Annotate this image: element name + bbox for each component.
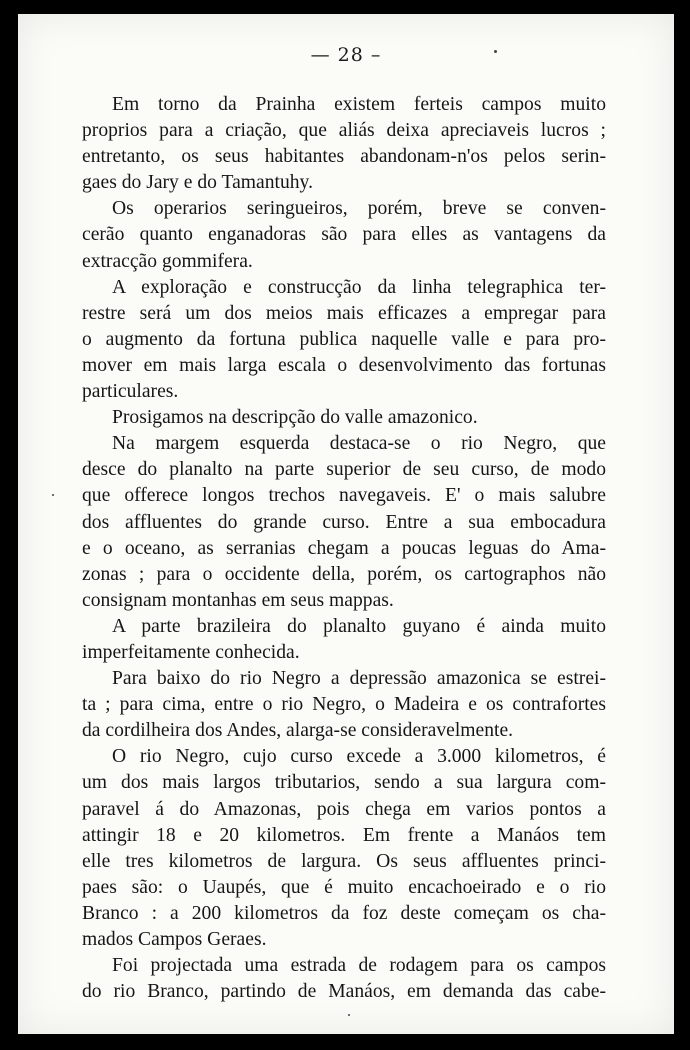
- text-line: imperfeitamente conhecida.: [82, 641, 300, 663]
- text-line: Branco : a 200 kilometros da foz deste começam os cha-: [82, 902, 606, 924]
- text-line: ta ; para cima, entre o rio Negro, o Madeira e os contrafortes: [82, 694, 606, 716]
- text-line: Na margem esquerda destaca-se o rio Negro, que: [112, 433, 606, 455]
- text-line: do rio Branco, partindo de Manáos, em demanda das cabe-: [82, 981, 606, 1003]
- text-line: dos affluentes do grande curso. Entre a sua embocadura: [82, 511, 606, 533]
- text-line: cerão quanto enganadoras são para elles as vantagens da: [82, 224, 606, 246]
- text-line: consignam montanhas em seus mappas.: [82, 589, 394, 611]
- text-line: zonas ; para o occidente della, porém, os cartographos não: [82, 563, 606, 585]
- text-line: Para baixo do rio Negro a depressão amazonica se estrei-: [112, 668, 606, 690]
- text-line: Os operarios seringueiros, porém, breve se conven-: [112, 198, 606, 220]
- text-line: Prosigamos na descripção do valle amazonico.: [112, 407, 478, 429]
- text-line: entretanto, os seus habitantes abandonam-n'os pelos serin-: [82, 146, 606, 168]
- book-page: [18, 14, 674, 1034]
- text-line: A exploração e construcção da linha telegraphica ter-: [112, 276, 606, 298]
- text-line: um dos mais largos tributarios, sendo a sua largura com-: [82, 772, 606, 794]
- text-line: Foi projectada uma estrada de rodagem para os campos: [112, 955, 606, 977]
- page-number: — 28 –: [310, 44, 382, 66]
- text-line: A parte brazileira do planalto guyano é ainda muito: [112, 615, 606, 637]
- text-line: mados Campos Geraes.: [82, 929, 267, 950]
- text-line: da cordilheira dos Andes, alarga-se consideravelmente.: [82, 720, 514, 742]
- ink-speck: [494, 50, 497, 53]
- ink-speck: [348, 1014, 350, 1016]
- text-line: gaes do Jary e do Tamantuhy.: [82, 172, 313, 194]
- text-line: mover em mais larga escala o desenvolvimento das fortunas: [82, 354, 606, 376]
- text-line: que offerece longos trechos navegaveis. E' o mais salubre: [82, 485, 606, 507]
- text-line: desce do planalto na parte superior de seu curso, de modo: [82, 459, 606, 481]
- text-line: paes são: o Uaupés, que é muito encachoeirado e o rio: [82, 876, 606, 898]
- text-line: e o oceano, as serranias chegam a poucas leguas do Ama-: [82, 537, 606, 559]
- text-line: paravel á do Amazonas, pois chega em varios pontos a: [82, 798, 606, 820]
- text-line: particulares.: [82, 381, 179, 403]
- text-line: attingir 18 e 20 kilometros. Em frente a Manáos tem: [82, 824, 606, 846]
- body-text: [82, 92, 606, 1005]
- ink-speck: [52, 494, 54, 496]
- text-line: o augmento da fortuna publica naquelle valle e para pro-: [82, 328, 606, 350]
- text-line: proprios para a criação, que aliás deixa apreciaveis lucros ;: [82, 120, 606, 142]
- text-line: extracção gommifera.: [82, 250, 253, 272]
- text-line: O rio Negro, cujo curso excede a 3.000 kilometros, é: [112, 746, 606, 768]
- text-line: Em torno da Prainha existem ferteis campos muito: [112, 94, 606, 115]
- text-line: elle tres kilometros de largura. Os seus affluentes princi-: [82, 850, 606, 872]
- text-line: restre será um dos meios mais efficazes a empregar para: [82, 302, 606, 324]
